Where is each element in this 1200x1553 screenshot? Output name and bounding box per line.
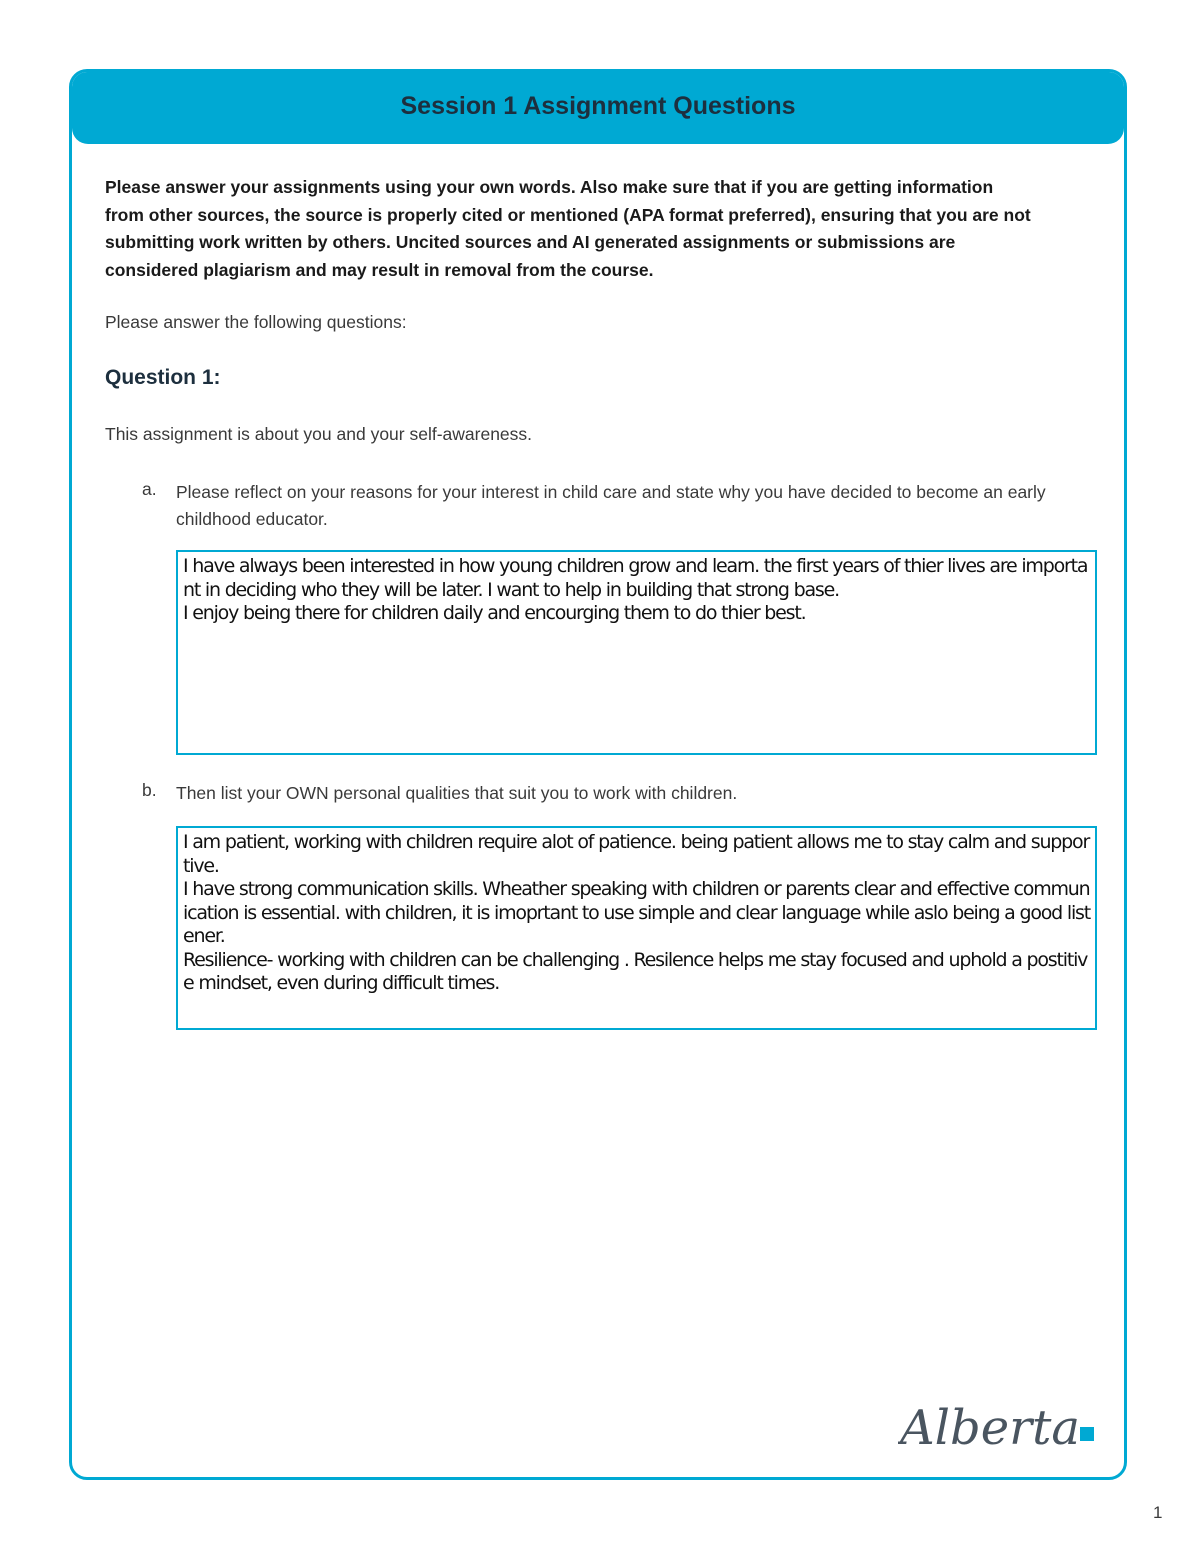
alberta-logo bbox=[898, 1392, 1098, 1462]
answer-b-paragraph: I have strong communication skills. Wheather speaking with children or parents clear and effective communication is essential. with children, it is imoprtant to use simple and clear language while aslo being a good listener. bbox=[183, 878, 1090, 947]
item-b-letter: b. bbox=[142, 780, 157, 800]
item-a-prompt: Please reflect on your reasons for your interest in child care and state why you have decided to become an early childhood educator. bbox=[176, 482, 1046, 529]
answer-box-b[interactable] bbox=[176, 826, 1097, 1030]
answer-b-paragraph: I am patient, working with children require alot of patience. being patient allows me to stay calm and supportive. bbox=[183, 831, 1090, 877]
logo-square-icon bbox=[1080, 1427, 1094, 1441]
answer-a-paragraph: I enjoy being there for children daily and encourging them to do thier best. bbox=[183, 602, 806, 624]
item-b-prompt: Then list your OWN personal qualities that suit you to work with children. bbox=[176, 783, 738, 803]
header-banner bbox=[72, 72, 1124, 144]
instructions-text: Please answer the following questions: bbox=[105, 312, 407, 332]
answer-box-a[interactable] bbox=[176, 550, 1097, 755]
page-number: 1 bbox=[1153, 1503, 1163, 1522]
item-a-letter: a. bbox=[142, 479, 157, 499]
question-lead: This assignment is about you and your self-awareness. bbox=[105, 424, 533, 444]
alberta-logo-text: Alberta bbox=[900, 1400, 1080, 1456]
question-heading: Question 1: bbox=[105, 366, 221, 389]
plagiarism-notice: Please answer your assignments using your own words. Also make sure that if you are getting information from other sources, the source is properly cited or mentioned (APA format preferred), ensuring that you are not submitting work written by others. Uncited sources and AI generated assignments or submissions are considered plagiarism and may result in removal from the course. bbox=[105, 177, 1031, 280]
page-title: Session 1 Assignment Questions bbox=[400, 92, 796, 120]
answer-a-paragraph: I have always been interested in how young children grow and learn. the first years of thier lives are important in deciding who they will be later. I want to help in building that strong base. bbox=[183, 555, 1088, 601]
answer-b-paragraph: Resilience- working with children can be challenging . Resilence helps me stay focused and uphold a postitive mindset, even during difficult times. bbox=[183, 948, 1088, 994]
